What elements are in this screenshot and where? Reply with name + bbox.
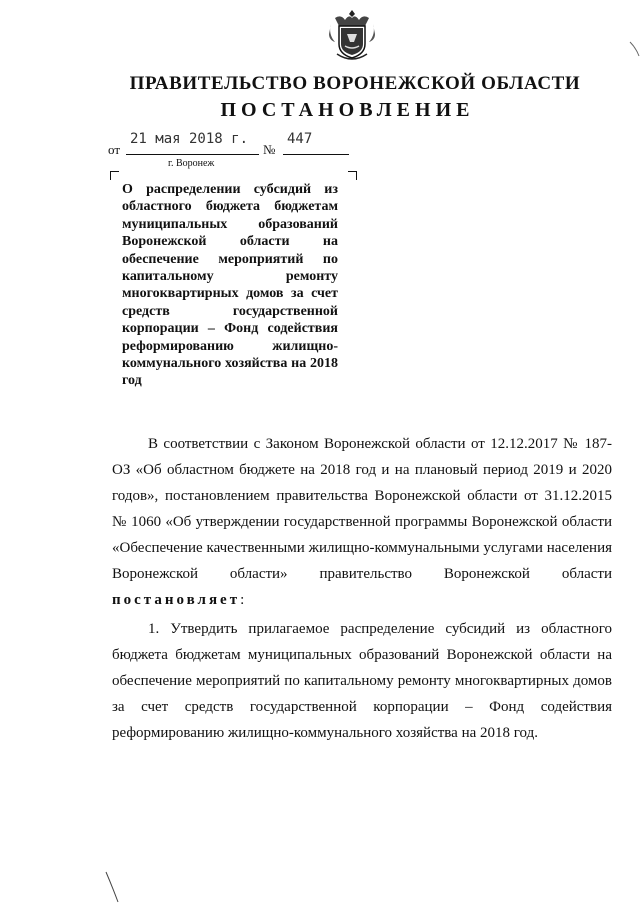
date-underline [126, 154, 259, 155]
edge-scan-mark [628, 40, 640, 60]
number-label: № [263, 142, 276, 157]
document-type-title: ПОСТАНОВЛЕНИЕ [220, 99, 475, 121]
subject-bracket-left [110, 171, 119, 180]
government-title: ПРАВИТЕЛЬСТВО ВОРОНЕЖСКОЙ ОБЛАСТИ [129, 73, 581, 94]
date-value: 21 мая 2018 г. [130, 131, 249, 147]
preamble-paragraph [112, 431, 612, 613]
coat-of-arms-icon [327, 8, 377, 62]
city-label: г. Воронеж [168, 158, 215, 169]
resolves-colon: : [240, 592, 245, 608]
number-underline [283, 154, 349, 155]
document-number: 447 [287, 131, 313, 147]
resolves-word: постановляет [112, 592, 241, 608]
document-subject: О распределении субсидий из областного бюджета бюджетам муниципальных образований Воронежской области на обеспечение мероприятий по капитальному ремонту многоквартирных домов за счет средств государственной корпорации – Фонд содействия реформированию жилищно-коммунального хозяйства на 2018 год [122, 182, 338, 389]
item-1-paragraph: 1. Утвердить прилагаемое распределение субсидий из областного бюджета бюджетам муниципальных образований Воронежской области на обеспечение мероприятий по капитальному ремонту многоквартирных домов за счет средств государственной корпорации – Фонд содействия реформированию жилищно-коммунального хозяйства на 2018 год. [112, 621, 612, 741]
preamble-text: В соответствии с Законом Воронежской области от 12.12.2017 № 187-ОЗ «Об областном бюджете на 2018 год и на плановый период 2019 и 2020 годов», постановлением правительства Воронежской области от 31.12.2015 № 1060 «Об утверждении государственной программы Воронежской области «Обеспечение качественными жилищно-коммунальными услугами населения Воронежской области» правительство Воронежской области [112, 436, 612, 582]
date-prefix-label: от [108, 142, 121, 157]
subject-bracket-right [348, 171, 357, 180]
margin-pen-mark [104, 870, 128, 903]
